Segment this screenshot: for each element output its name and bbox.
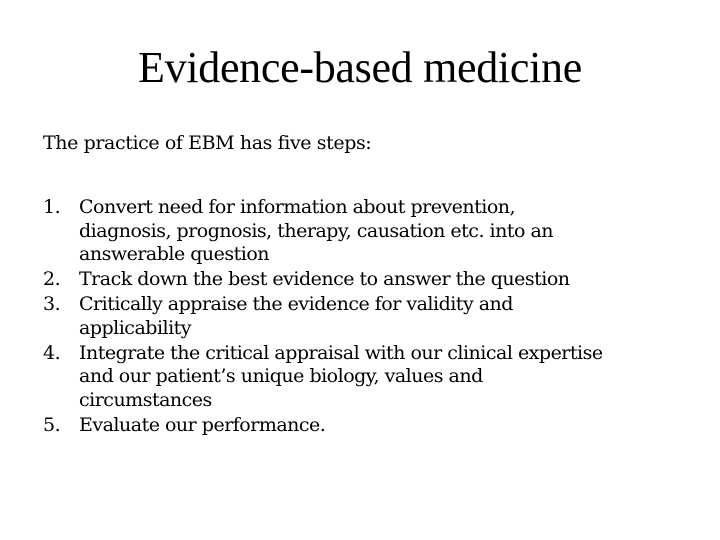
step-text-line: diagnosis, prognosis, therapy, causation etc. into an xyxy=(79,219,554,242)
step-item xyxy=(43,196,693,267)
step-text-line: circumstances xyxy=(79,388,212,411)
step-text-line: Track down the best evidence to answer the question xyxy=(79,268,570,290)
step-number: 3. xyxy=(43,293,61,315)
step-number: 2. xyxy=(43,268,61,290)
step-text-line: Evaluate our performance. xyxy=(79,413,326,436)
step-item xyxy=(43,414,693,438)
step-text-line: Critically appraise the evidence for validity and xyxy=(79,293,513,315)
step-text-line: applicability xyxy=(79,316,192,339)
step-number: 5. xyxy=(43,413,61,436)
step-item xyxy=(43,342,693,413)
step-item xyxy=(43,268,693,292)
step-number: 1. xyxy=(43,196,61,218)
intro-text: The practice of EBM has five steps: xyxy=(43,132,372,154)
step-text-line: Integrate the critical appraisal with our clinical expertise xyxy=(79,341,603,364)
step-text-line: answerable question xyxy=(79,243,270,265)
step-text-line: and our patient’s unique biology, values and xyxy=(79,365,483,387)
step-item xyxy=(43,293,693,340)
step-number: 4. xyxy=(43,341,61,364)
steps-list xyxy=(43,196,693,439)
slide-title: Evidence-based medicine xyxy=(138,43,582,92)
step-text-line: Convert need for information about prevention, xyxy=(79,196,516,218)
